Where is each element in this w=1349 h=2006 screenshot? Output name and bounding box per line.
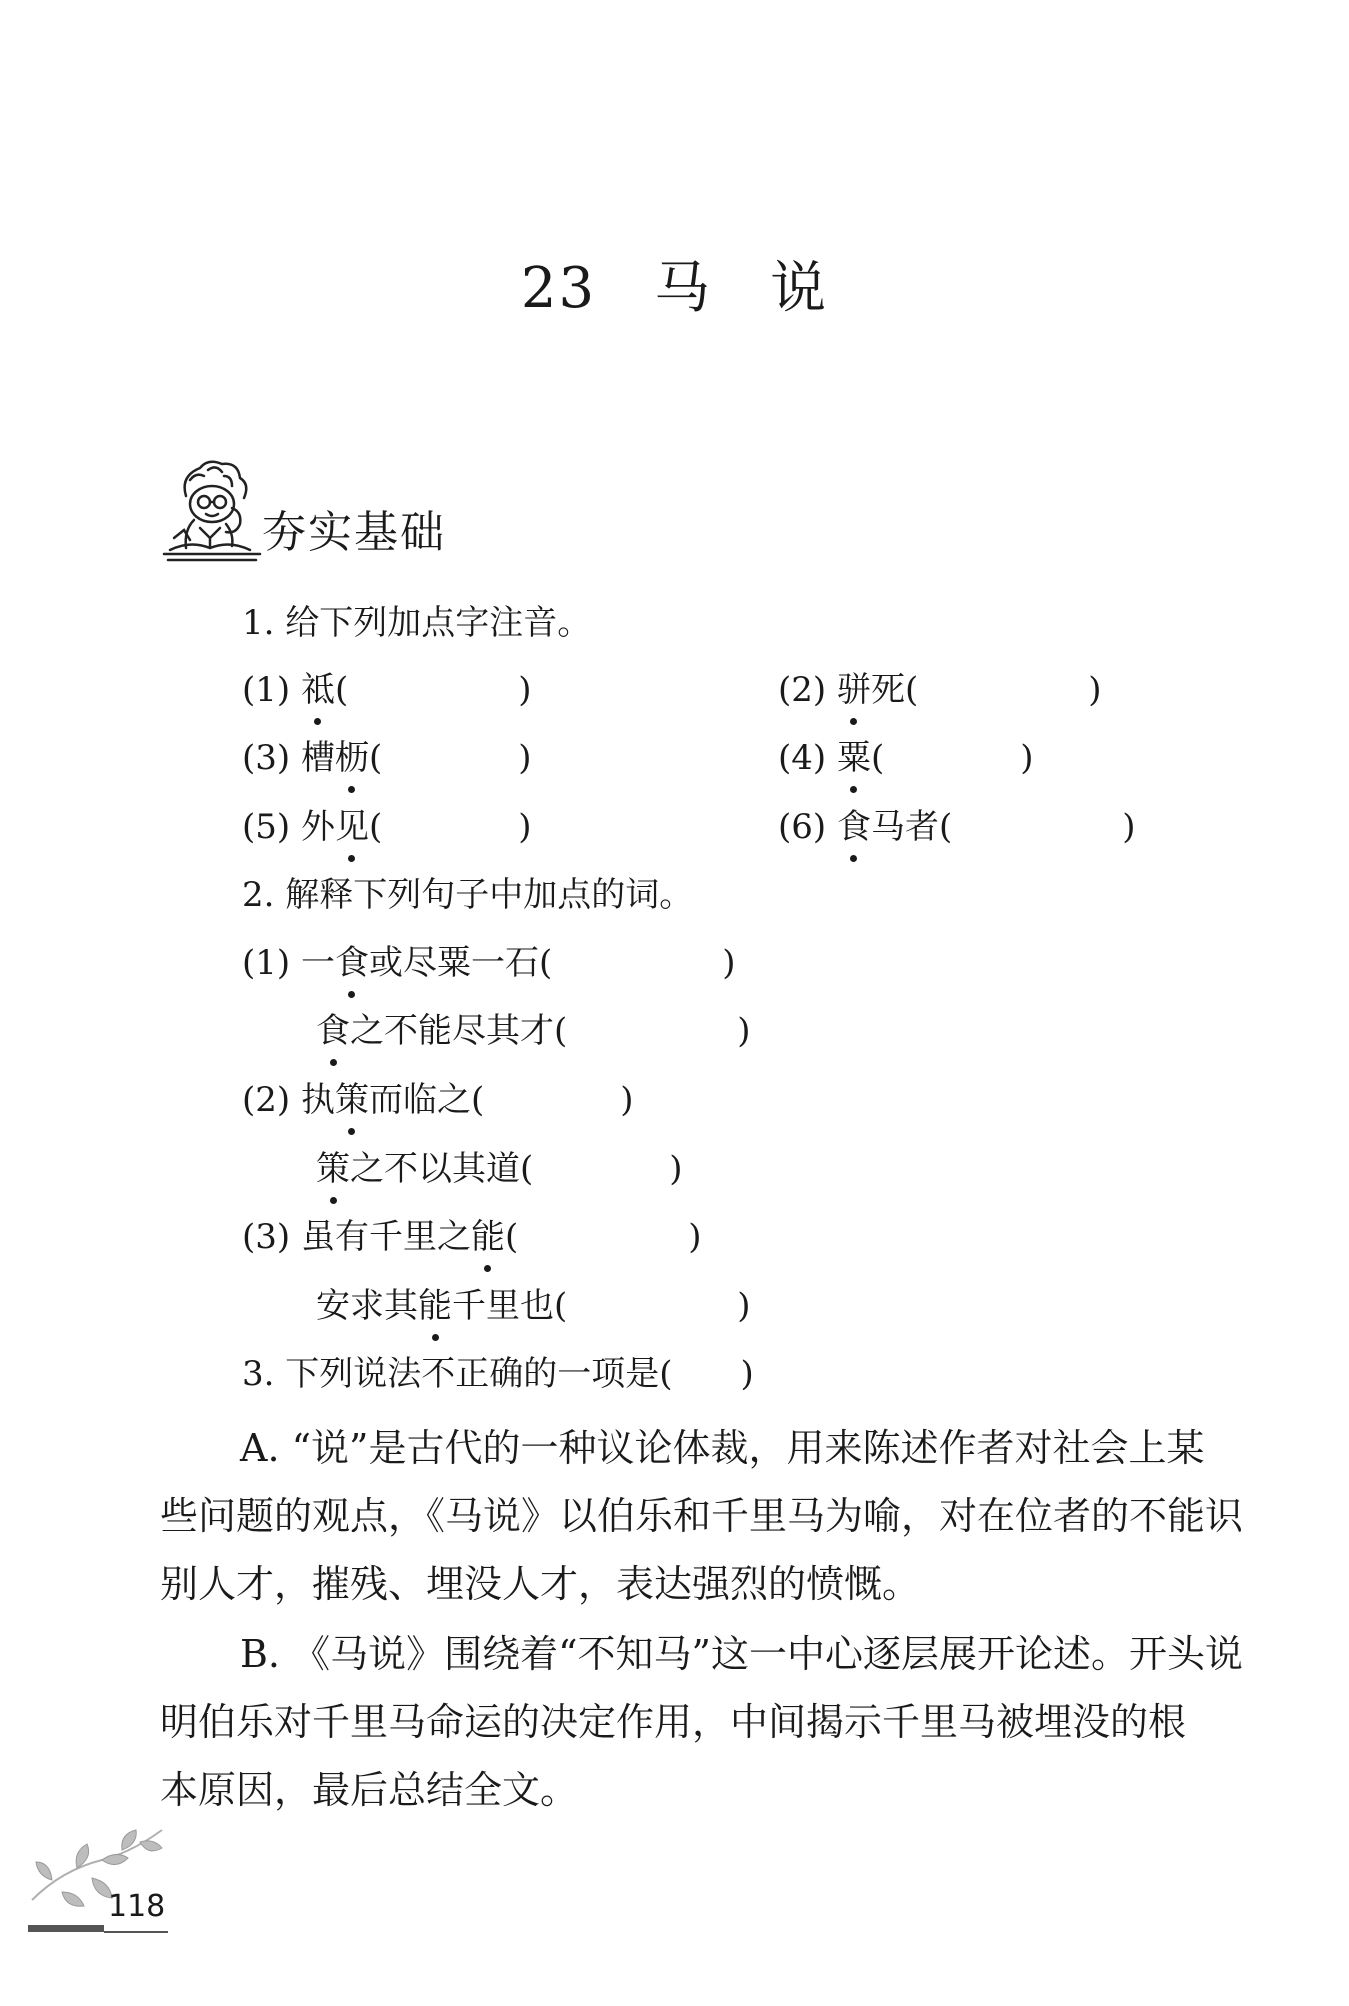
page-number-underline bbox=[104, 1931, 168, 1933]
q2-item-3a: (3) 虽有千里之能( ) bbox=[242, 1214, 702, 1260]
page-number-bar bbox=[28, 1925, 104, 1932]
q1-item-5: (5) 外见( ) bbox=[242, 804, 532, 850]
q3-option-a: A. “说”是古代的一种议论体裁，用来陈述作者对社会上某 些问题的观点，《马说》以伯乐和千里马为喻，对在位者的不能识 别人才，摧残、埋没人才，表达强烈的愤慨。 bbox=[160, 1426, 1244, 1606]
q3-prompt: 3. 下列说法不正确的一项是( ) bbox=[242, 1354, 754, 1394]
q2-item-2a: (2) 执策而临之( ) bbox=[242, 1077, 634, 1123]
page-title: 23 马 说 bbox=[520, 256, 829, 321]
page-number: 118 bbox=[108, 1889, 166, 1924]
q1-item-1: (1) 祗( ) bbox=[242, 667, 532, 713]
q2-item-1b: 食之不能尽其才( ) bbox=[316, 1008, 751, 1054]
q1-item-2: (2) 骈死( ) bbox=[778, 667, 1102, 713]
section-title: 夯实基础 bbox=[262, 507, 446, 558]
student-reading-icon bbox=[156, 458, 266, 566]
q2-item-1a: (1) 一食或尽粟一石( ) bbox=[242, 940, 736, 986]
q2-prompt: 2. 解释下列句子中加点的词。 bbox=[242, 875, 694, 915]
q3-option-b: B. 《马说》围绕着“不知马”这一中心逐层展开论述。开头说 明伯乐对千里马命运的决定作用，中间揭示千里马被埋没的根 本原因，最后总结全文。 bbox=[160, 1632, 1243, 1812]
q2-item-3b: 安求其能千里也( ) bbox=[316, 1283, 751, 1329]
q2-item-2b: 策之不以其道( ) bbox=[316, 1146, 683, 1192]
q1-item-6: (6) 食马者( ) bbox=[778, 804, 1136, 850]
q1-item-3: (3) 槽枥( ) bbox=[242, 735, 532, 781]
q1-prompt: 1. 给下列加点字注音。 bbox=[242, 603, 592, 643]
q1-item-4: (4) 粟( ) bbox=[778, 735, 1034, 781]
